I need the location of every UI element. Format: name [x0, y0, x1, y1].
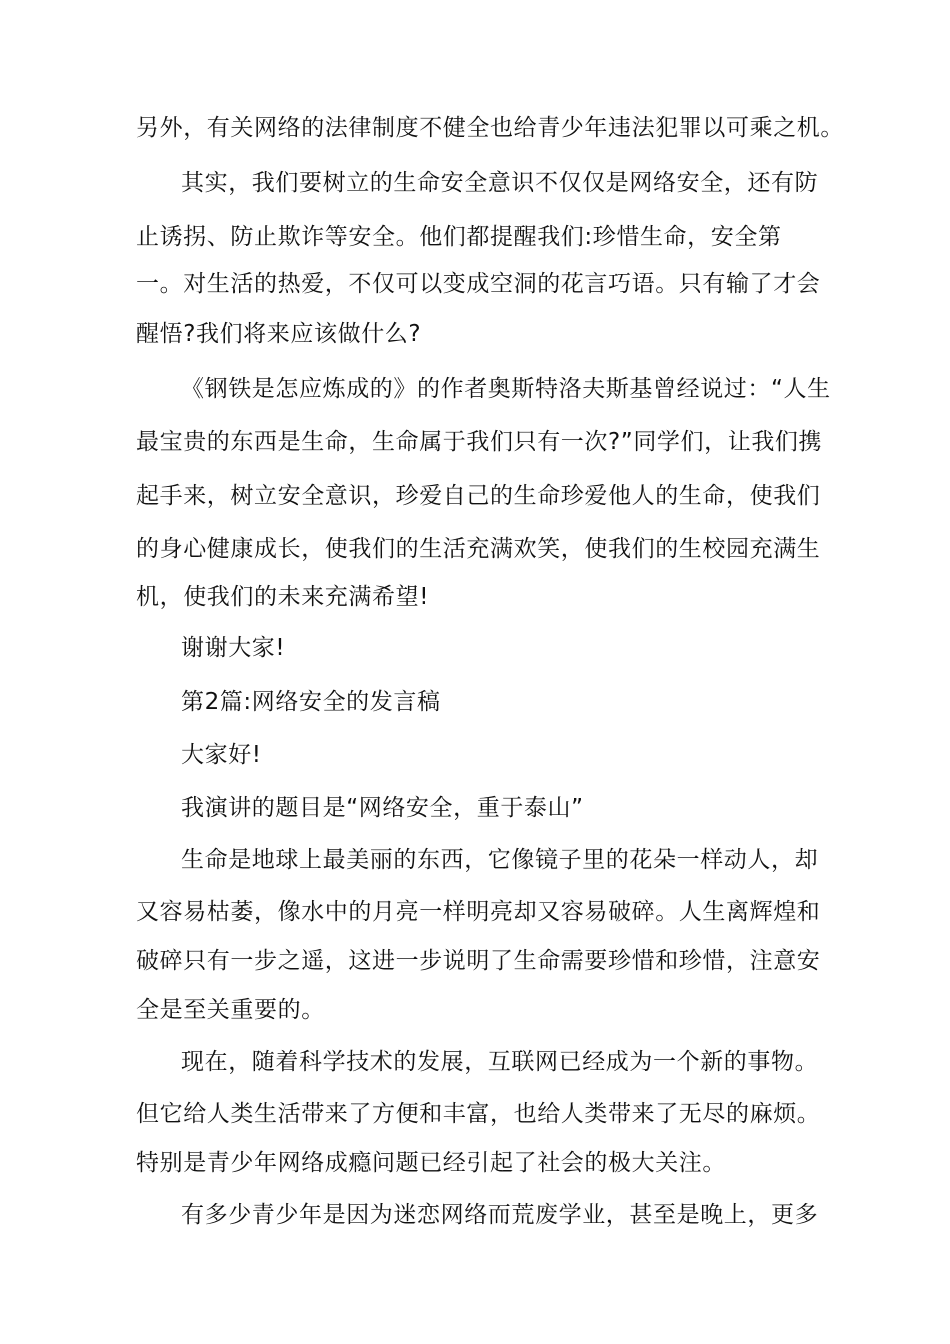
text-line: 机，使我们的未来充满希望! [136, 584, 430, 610]
text-line: 又容易枯萎，像水中的月亮一样明亮却又容易破碎。人生离辉煌和 [136, 899, 821, 925]
paragraph-start: 现在，随着科学技术的发展，互联网已经成为一个新的事物。 [181, 1049, 819, 1075]
text-line: 另外，有关网络的法律制度不健全也给青少年违法犯罪以可乘之机。 [136, 115, 844, 141]
speech-topic: 我演讲的题目是“网络安全，重于泰山” [181, 795, 584, 821]
text-line: 但它给人类生活带来了方便和丰富，也给人类带来了无尽的麻烦。 [136, 1101, 821, 1127]
text-line: 起手来，树立安全意识，珍爱自己的生命珍爱他人的生命，使我们 [136, 483, 821, 509]
text-line: 特别是青少年网络成瘾问题已经引起了社会的极大关注。 [136, 1150, 726, 1176]
text-line: 的身心健康成长，使我们的生活充满欢笑，使我们的生校园充满生 [136, 536, 821, 562]
text-line: 止诱拐、防止欺诈等安全。他们都提醒我们:珍惜生命，安全第 [136, 224, 782, 250]
section-heading: 第2篇:网络安全的发言稿 [181, 689, 441, 715]
closing-thanks: 谢谢大家! [181, 635, 286, 661]
text-line: 全是至关重要的。 [136, 997, 325, 1023]
text-line: 最宝贵的东西是生命，生命属于我们只有一次?”同学们，让我们携 [136, 429, 823, 455]
greeting: 大家好! [181, 742, 262, 768]
paragraph-start: 其实，我们要树立的生命安全意识不仅仅是网络安全，还有防 [181, 170, 819, 196]
paragraph-start: 有多少青少年是因为迷恋网络而荒废学业，甚至是晚上，更多 [181, 1202, 819, 1228]
text-line: 破碎只有一步之遥，这进一步说明了生命需要珍惜和珍惜，注意安 [136, 948, 821, 974]
text-line: 醒悟?我们将来应该做什么? [136, 321, 422, 347]
paragraph-start: 生命是地球上最美丽的东西，它像镜子里的花朵一样动人，却 [181, 847, 819, 873]
text-line: 一。对生活的热爱，不仅可以变成空洞的花言巧语。只有输了才会 [136, 271, 821, 297]
paragraph-start: 《钢铁是怎应炼成的》的作者奥斯特洛夫斯基曾经说过：“人生 [181, 376, 831, 402]
